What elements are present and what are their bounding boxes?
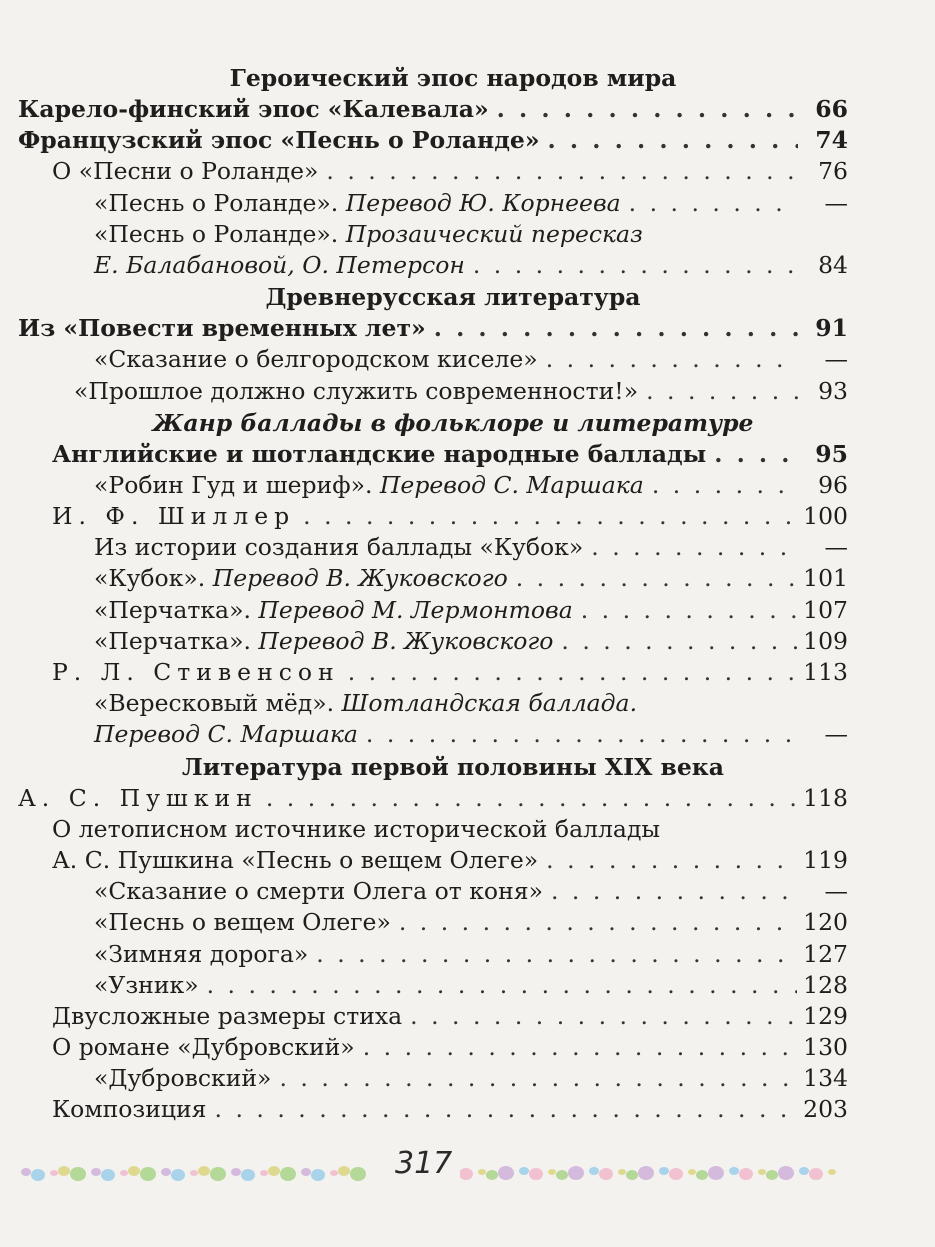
leader-dots bbox=[434, 313, 798, 344]
leader-dots bbox=[399, 907, 797, 938]
toc-entry[interactable] bbox=[18, 1063, 848, 1094]
decorative-dot bbox=[58, 1166, 70, 1176]
decorative-dot bbox=[140, 1167, 156, 1181]
decorative-dot bbox=[486, 1170, 498, 1180]
toc-page-number: 95 bbox=[815, 439, 848, 468]
toc-entry-title: Двусложные размеры стиха bbox=[52, 1001, 403, 1030]
leader-dots bbox=[551, 876, 798, 907]
toc-page-number: 91 bbox=[815, 314, 848, 343]
toc-entry-title: Из «Повести временных лет» bbox=[18, 314, 426, 343]
leader-dots bbox=[266, 783, 797, 814]
leader-dots bbox=[546, 845, 797, 876]
leader-dots bbox=[326, 156, 798, 187]
toc-entry-subtitle: Е. Балабановой, О. Петерсон bbox=[94, 250, 465, 279]
decorative-dot bbox=[231, 1168, 241, 1176]
decorative-dot bbox=[799, 1167, 809, 1175]
toc-entry[interactable] bbox=[18, 719, 848, 750]
toc-page-number: — bbox=[824, 533, 848, 562]
toc-entry[interactable] bbox=[18, 501, 848, 532]
toc-entry[interactable] bbox=[18, 688, 848, 719]
decorative-dot bbox=[260, 1170, 268, 1176]
toc-entry[interactable] bbox=[18, 657, 848, 688]
toc-entry[interactable] bbox=[18, 250, 848, 281]
toc-entry-title: О романе «Дубровский» bbox=[52, 1033, 355, 1062]
toc-entry-subtitle: Перевод С. Маршака bbox=[94, 720, 358, 749]
toc-page-number: 101 bbox=[803, 564, 848, 593]
decorative-dot bbox=[688, 1169, 696, 1175]
toc-page-number: 127 bbox=[803, 939, 848, 968]
leader-dots bbox=[646, 376, 798, 407]
decorative-dot bbox=[548, 1169, 556, 1175]
toc-page-number: 130 bbox=[803, 1033, 848, 1062]
toc-page-number: 113 bbox=[803, 658, 848, 686]
toc-entry-subtitle: Перевод Ю. Корнеева bbox=[338, 188, 621, 217]
decorative-dot bbox=[161, 1168, 171, 1176]
decorative-dot bbox=[599, 1168, 613, 1180]
toc-entry-title: О летописном источнике исторической баллады bbox=[52, 814, 661, 843]
toc-entry[interactable] bbox=[18, 532, 848, 563]
toc-page-number: — bbox=[824, 720, 848, 749]
leader-dots bbox=[516, 563, 797, 594]
toc-entry-title: И. Ф. Шиллер bbox=[52, 502, 296, 531]
decorative-dot bbox=[498, 1166, 514, 1180]
toc-entry-title: «Перчатка». Перевод В. Жуковского bbox=[94, 626, 554, 655]
toc-entry[interactable] bbox=[18, 939, 848, 970]
toc-entry[interactable] bbox=[18, 1032, 848, 1063]
decorative-dot bbox=[210, 1167, 226, 1181]
toc-entry-title: «Перчатка». Перевод М. Лермонтова bbox=[94, 595, 573, 624]
leader-dots bbox=[207, 970, 798, 1001]
decorative-dot bbox=[556, 1170, 568, 1180]
leader-dots bbox=[546, 344, 798, 375]
toc-entry-title bbox=[94, 719, 358, 750]
decorative-dot bbox=[198, 1166, 210, 1176]
toc-entry[interactable] bbox=[18, 344, 848, 375]
decorative-dot bbox=[241, 1169, 255, 1181]
decorative-dot bbox=[101, 1169, 115, 1181]
toc-entry-subtitle: Перевод В. Жуковского bbox=[205, 564, 508, 593]
decorative-dot bbox=[91, 1168, 101, 1176]
toc-entry[interactable] bbox=[18, 814, 848, 845]
toc-entry[interactable] bbox=[18, 783, 848, 814]
decorative-dot bbox=[31, 1169, 45, 1181]
toc-page-number: — bbox=[824, 188, 848, 217]
decorative-dot bbox=[330, 1170, 338, 1176]
toc-entry-title: Карело-финский эпос «Калевала» bbox=[18, 95, 489, 123]
toc-entry[interactable] bbox=[18, 188, 848, 219]
decorative-dot bbox=[626, 1170, 638, 1180]
toc-page-number: 120 bbox=[803, 908, 848, 937]
decorative-dot bbox=[669, 1168, 683, 1180]
toc-entry-subtitle: Шотландская баллада. bbox=[334, 689, 638, 718]
toc-entry[interactable] bbox=[18, 845, 848, 876]
leader-dots bbox=[591, 532, 798, 563]
toc-page-number: 74 bbox=[815, 126, 848, 155]
toc-page-number: 107 bbox=[803, 595, 848, 624]
toc-entry[interactable] bbox=[18, 376, 848, 407]
decorative-dot bbox=[696, 1170, 708, 1180]
decorative-dot bbox=[280, 1167, 296, 1181]
decorative-dot bbox=[120, 1170, 128, 1176]
toc-entry-title: «Робин Гуд и шериф». Перевод С. Маршака bbox=[94, 470, 644, 499]
toc-entry[interactable] bbox=[18, 626, 848, 657]
toc-entry[interactable] bbox=[18, 470, 848, 501]
toc-entry[interactable] bbox=[18, 94, 848, 125]
toc-page-number: 203 bbox=[803, 1095, 848, 1124]
leader-dots bbox=[473, 250, 798, 281]
page-footer bbox=[0, 1140, 935, 1200]
toc-page-number: — bbox=[824, 345, 848, 374]
toc-entry[interactable] bbox=[18, 970, 848, 1001]
toc-page-number: 109 bbox=[803, 626, 848, 655]
leader-dots bbox=[561, 626, 797, 657]
leader-dots bbox=[348, 657, 797, 688]
section-heading: Жанр баллады в фольклоре и литературе bbox=[152, 408, 754, 437]
leader-dots bbox=[652, 470, 798, 501]
toc-entry-title: А. С. Пушкина «Песнь о вещем Олеге» bbox=[52, 845, 539, 874]
toc-entry-title: Английские и шотландские народные баллады bbox=[52, 439, 707, 468]
leader-dots bbox=[303, 501, 797, 532]
leader-dots bbox=[714, 439, 798, 470]
toc-entry[interactable] bbox=[18, 1001, 848, 1032]
toc-entry-title: «Сказание о белгородском киселе» bbox=[94, 345, 538, 374]
decorative-dot bbox=[301, 1168, 311, 1176]
decorative-dot bbox=[568, 1166, 584, 1180]
toc-entry[interactable] bbox=[18, 439, 848, 470]
decorative-dot bbox=[50, 1170, 58, 1176]
toc-entry-title: Композиция bbox=[52, 1095, 207, 1124]
toc-entry[interactable] bbox=[18, 125, 848, 156]
toc-page-number: 96 bbox=[818, 470, 848, 499]
toc-page-number: 119 bbox=[803, 845, 848, 874]
leader-dots bbox=[548, 125, 798, 156]
toc-entry-title: «Зимняя дорога» bbox=[94, 939, 309, 968]
toc-page-number: 84 bbox=[818, 250, 848, 279]
toc-entry-title bbox=[94, 250, 465, 281]
toc-page-number: 93 bbox=[818, 376, 848, 405]
decorative-dot bbox=[659, 1167, 669, 1175]
leader-dots bbox=[366, 719, 798, 750]
decorative-dot bbox=[638, 1166, 654, 1180]
toc-entry[interactable] bbox=[18, 1094, 848, 1125]
toc-page-number: — bbox=[824, 877, 848, 906]
toc-entry-subtitle: Перевод М. Лермонтова bbox=[250, 595, 573, 624]
toc-page-number: 134 bbox=[803, 1064, 848, 1093]
section-heading: Героический эпос народов мира bbox=[229, 64, 677, 92]
toc-entry[interactable] bbox=[18, 156, 848, 187]
toc-page-number: 76 bbox=[818, 157, 848, 186]
leader-dots bbox=[363, 1032, 797, 1063]
decorative-dot bbox=[529, 1168, 543, 1180]
decorative-dot bbox=[828, 1169, 836, 1175]
decorative-dot bbox=[729, 1167, 739, 1175]
toc-entry-title: Французский эпос «Песнь о Роланде» bbox=[18, 126, 540, 155]
decorative-dot bbox=[758, 1169, 766, 1175]
decorative-dot bbox=[268, 1166, 280, 1176]
toc-entry-title: Р. Л. Стивенсон bbox=[52, 658, 340, 686]
toc-entry-title: Из истории создания баллады «Кубок» bbox=[94, 533, 584, 562]
decorative-dot bbox=[778, 1166, 794, 1180]
page-number: 317 bbox=[395, 1146, 453, 1181]
toc-entry[interactable] bbox=[18, 907, 848, 938]
decorative-dot bbox=[21, 1168, 31, 1176]
decorative-dot bbox=[190, 1170, 198, 1176]
toc-entry-title: «Сказание о смерти Олега от коня» bbox=[94, 877, 543, 906]
decorative-dot bbox=[519, 1167, 529, 1175]
decorative-dot bbox=[460, 1168, 473, 1180]
decorative-dot bbox=[350, 1167, 366, 1181]
toc-entry-subtitle: Перевод С. Маршака bbox=[372, 470, 644, 499]
toc-page-number: 100 bbox=[803, 502, 848, 531]
toc-entry-title: «Песнь о Роланде». Прозаический пересказ bbox=[94, 219, 643, 248]
toc-entry[interactable] bbox=[18, 876, 848, 907]
toc-entry-title: «Вересковый мёд». Шотландская баллада. bbox=[94, 689, 638, 718]
decorative-dot bbox=[338, 1166, 350, 1176]
decorative-dot bbox=[171, 1169, 185, 1181]
decorative-dot bbox=[311, 1169, 325, 1181]
table-of-contents bbox=[18, 62, 848, 1126]
toc-entry[interactable] bbox=[18, 313, 848, 344]
leader-dots bbox=[497, 94, 798, 125]
leader-dots bbox=[410, 1001, 797, 1032]
toc-entry-subtitle: Перевод В. Жуковского bbox=[250, 626, 554, 655]
toc-page-number: 118 bbox=[803, 783, 848, 812]
decorative-dot bbox=[766, 1170, 778, 1180]
decorative-dot bbox=[739, 1168, 753, 1180]
toc-entry-title: «Песнь о вещем Олеге» bbox=[94, 908, 391, 937]
decorative-dot bbox=[809, 1168, 823, 1180]
decorative-dots-left bbox=[20, 1158, 380, 1188]
leader-dots bbox=[279, 1063, 797, 1094]
section-heading: Древнерусская литература bbox=[265, 283, 641, 312]
toc-entry-title: А. С. Пушкин bbox=[18, 783, 258, 812]
decorative-dot bbox=[589, 1167, 599, 1175]
toc-page-number: 129 bbox=[803, 1001, 848, 1030]
decorative-dot bbox=[618, 1169, 626, 1175]
toc-entry[interactable] bbox=[18, 219, 848, 250]
decorative-dot bbox=[70, 1167, 86, 1181]
toc-entry-title: «Песнь о Роланде». Перевод Ю. Корнеева bbox=[94, 188, 621, 217]
toc-entry-title: «Узник» bbox=[94, 970, 199, 999]
decorative-dots-right bbox=[460, 1158, 840, 1188]
leader-dots bbox=[316, 939, 797, 970]
section-heading: Литература первой половины XIX века bbox=[182, 752, 724, 781]
toc-entry-title: «Дубровский» bbox=[94, 1064, 272, 1093]
toc-entry-subtitle: Прозаический пересказ bbox=[338, 219, 643, 248]
toc-page-number: 128 bbox=[803, 970, 848, 999]
leader-dots bbox=[215, 1094, 798, 1125]
toc-entry[interactable] bbox=[18, 563, 848, 594]
toc-entry-title: «Прошлое должно служить современности!» bbox=[74, 376, 639, 405]
decorative-dot bbox=[128, 1166, 140, 1176]
decorative-dot bbox=[708, 1166, 724, 1180]
leader-dots bbox=[581, 595, 797, 626]
toc-entry[interactable] bbox=[18, 595, 848, 626]
toc-entry-title: О «Песни о Роланде» bbox=[52, 157, 319, 186]
leader-dots bbox=[629, 188, 798, 219]
decorative-dot bbox=[478, 1169, 486, 1175]
toc-entry-title: «Кубок». Перевод В. Жуковского bbox=[94, 564, 508, 593]
toc-page-number: 66 bbox=[815, 95, 848, 123]
